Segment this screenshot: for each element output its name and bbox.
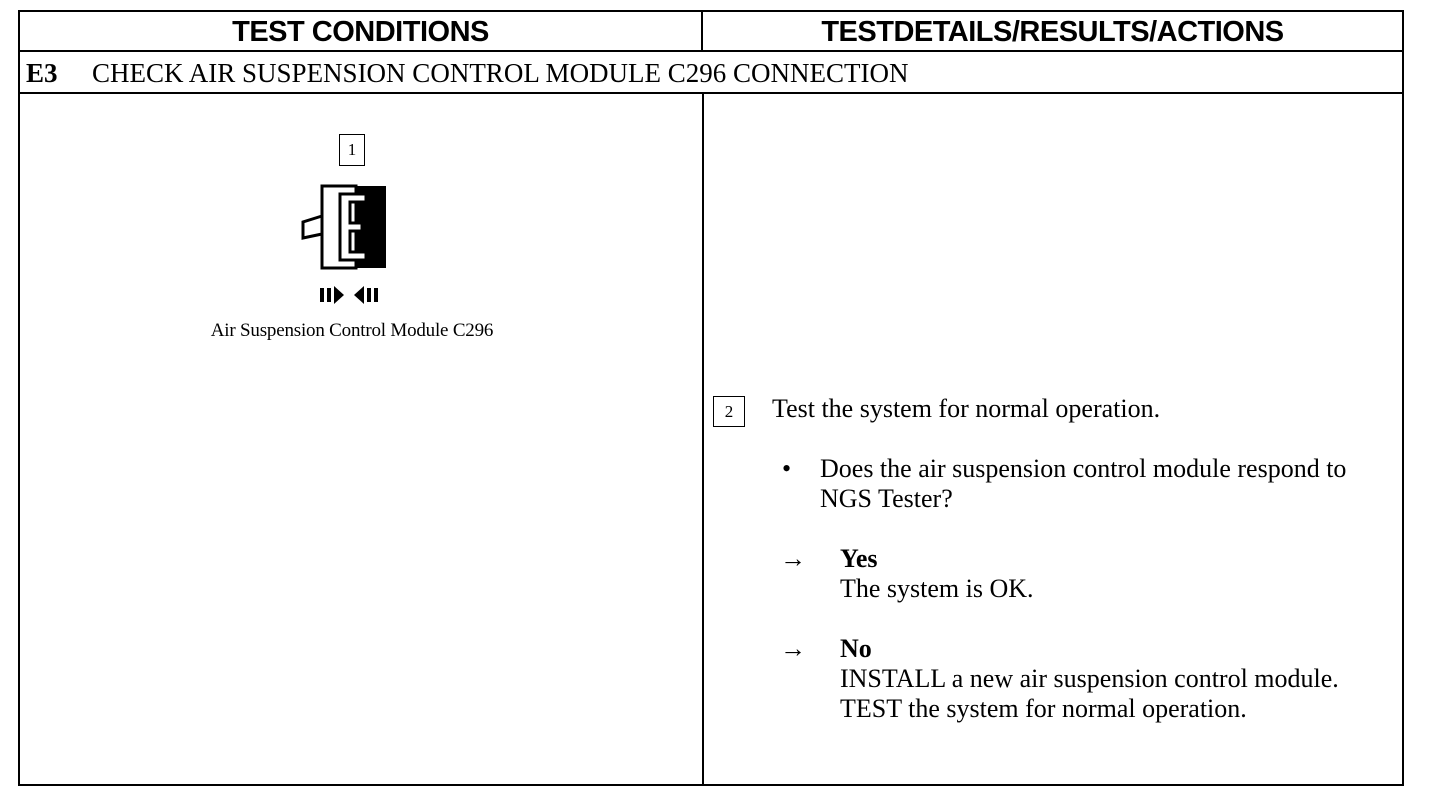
test-instruction: Test the system for normal operation. [772, 394, 1161, 423]
table-header-row [20, 12, 1402, 52]
detail-step-number-box: 2 [713, 396, 745, 427]
yes-result-text: The system is OK. [840, 574, 1034, 603]
condition-step-number-box: 1 [339, 134, 365, 166]
disconnect-arrows [320, 286, 378, 304]
step-title: CHECK AIR SUSPENSION CONTROL MODULE C296 CONNECTION [92, 58, 909, 88]
yes-label: Yes [840, 544, 878, 573]
connector-caption: Air Suspension Control Module C296 [210, 320, 494, 341]
connector-latch [303, 216, 322, 238]
connector-disconnect-icon [298, 178, 390, 306]
step-title-row [20, 52, 1402, 94]
no-arrow-icon: → [780, 634, 806, 663]
diagnostic-test-table [18, 10, 1404, 786]
bullet-point: • [782, 454, 792, 483]
header-test-conditions: TEST CONDITIONS [232, 16, 489, 48]
header-test-details: TESTDETAILS/RESULTS/ACTIONS [821, 16, 1284, 48]
step-id: E3 [26, 58, 58, 88]
yes-arrow-icon: → [780, 544, 806, 573]
test-question: Does the air suspension control module respond to NGS Tester? [820, 454, 1347, 513]
no-label: No [840, 634, 872, 663]
no-action-text: INSTALL a new air suspension control module. TEST the system for normal operation. [840, 664, 1339, 723]
body-column-divider [702, 94, 704, 786]
